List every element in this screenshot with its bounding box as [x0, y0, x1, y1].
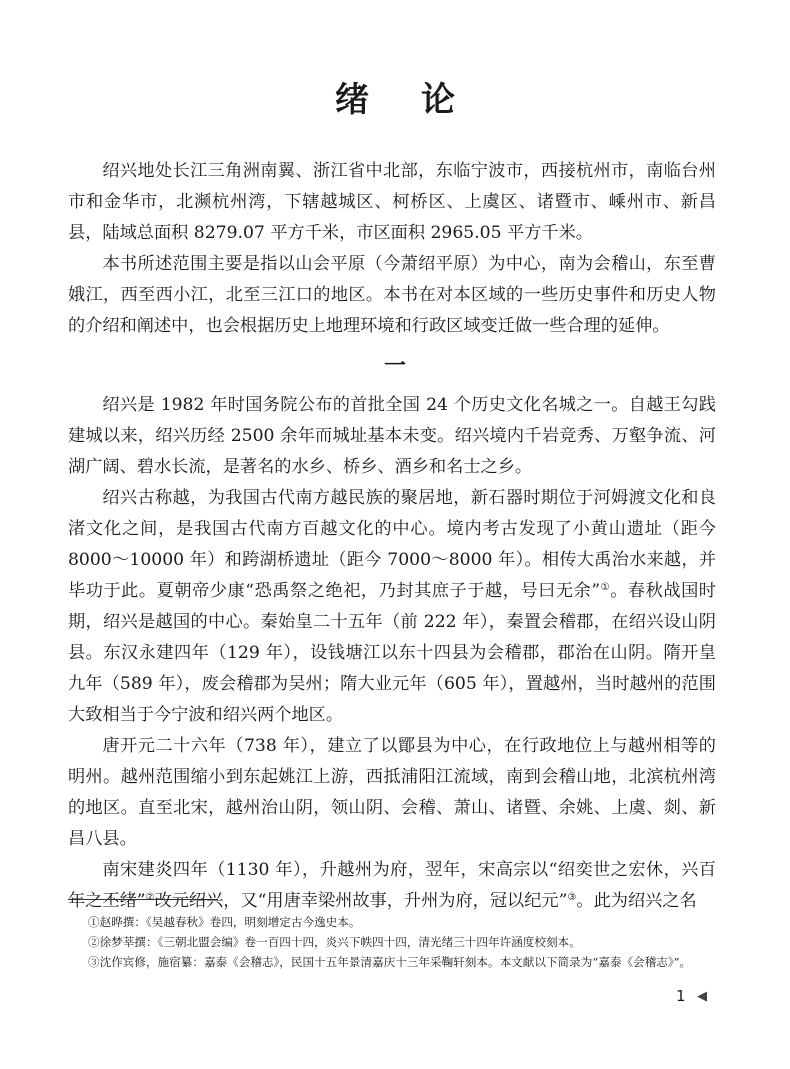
footnote-ref-3[interactable]: ③ [567, 892, 577, 903]
footnote-divider [68, 899, 218, 900]
section-paragraph-3: 唐开元二十六年（738 年），建立了以鄮县为中心，在行政地位上与越州相等的明州。越州范围缩小到东起姚江上游，西抵浦阳江流域，南到会稽山地，北滨杭州湾的地区。直至北宋，越州治山阴，领山阴、会稽、萧山、诸暨、余姚、上虞、剡、新昌八县。 [68, 736, 716, 849]
footnote-ref-2[interactable]: ② [145, 892, 155, 903]
paragraph-2-text-b: 。春秋战国时期，绍兴是越国的中心。秦始皇二十五年（前 222 年），秦置会稽郡，在绍兴设山阴县。东汉永建四年（129 年），设钱塘江以东十四县为会稽郡，郡治在山阴。隋开皇九年（589 年），废会稽郡为吴州；隋大业元年（605 年），置越州，当时越州的范围大致相当于今宁波和绍兴两个地区。 [68, 581, 716, 725]
section-one-body [68, 390, 716, 917]
section-paragraph-4 [68, 855, 716, 917]
footnotes [88, 912, 728, 972]
intro-section [68, 156, 716, 342]
footnote-ref-1[interactable]: ① [600, 582, 611, 593]
section-number-one: 一 [383, 354, 406, 379]
footnote-1: ①赵晔撰：《吴越春秋》卷四，明刻增定古今逸史本。 [88, 915, 361, 929]
paragraph-4-text-b: 改元绍兴，又“用唐幸梁州故事，升州为府，冠以纪元” [154, 891, 568, 911]
paragraph-4-text-c: 。此为绍兴之名 [576, 891, 697, 911]
intro-paragraph-1: 绍兴地处长江三角洲南翼、浙江省中北部，东临宁波市，西接杭州市，南临台州市和金华市，北濒杭州湾，下辖越城区、柯桥区、上虞区、诸暨市、嵊州市、新昌县，陆域总面积 8279.07 平方千米，市区面积 2965.05 平方千米。 [68, 161, 716, 243]
intro-paragraph-2: 本书所述范围主要是指以山会平原（今萧绍平原）为中心，南为会稽山，东至曹娥江，西至西小江，北至三江口的地区。本书在对本区域的一些历史事件和历史人物的介绍和阐述中，也会根据历史上地理环境和行政区域变迁做一些合理的延伸。 [68, 254, 716, 336]
page-arrow-icon: ◀ [697, 989, 707, 1004]
footnote-2: ②徐梦莘撰：《三朝北盟会编》卷一百四十四，炎兴下帙四十四，清光绪三十四年许涵度校刻本。 [88, 935, 581, 949]
paragraph-2-text-a: 绍兴古称越，为我国古代南方越民族的聚居地，新石器时期位于河姆渡文化和良渚文化之间，是我国古代南方百越文化的中心。境内考古发现了小黄山遗址（距今 8000～10000 年）和跨湖桥遗址（距今 7000～8000 年）。相传大禹治水来越，并毕功于此。夏朝帝少康“恐禹祭之绝祀，乃封其庶子于越，号曰无余” [68, 488, 716, 601]
page-number: 1 [676, 987, 686, 1005]
chapter-title: 绪论 [335, 80, 507, 120]
section-paragraph-2 [68, 483, 716, 731]
paragraph-4-text-a: 南宋建炎四年（1130 年），升越州为府，翌年，宋高宗以“绍奕世之宏休，兴百年之丕绪” [68, 860, 716, 911]
section-paragraph-1: 绍兴是 1982 年时国务院公布的首批全国 24 个历史文化名城之一。自越王勾践建城以来，绍兴历经 2500 余年而城址基本未变。绍兴境内千岩竞秀、万壑争流、河湖广阔、碧水长流，是著名的水乡、桥乡、酒乡和名士之乡。 [68, 395, 716, 477]
footnote-3: ③沈作宾修，施宿纂：嘉泰《会稽志》，民国十五年景清嘉庆十三年采鞠轩刻本。本文献以下简录为“嘉泰《会稽志》”。 [88, 955, 692, 969]
